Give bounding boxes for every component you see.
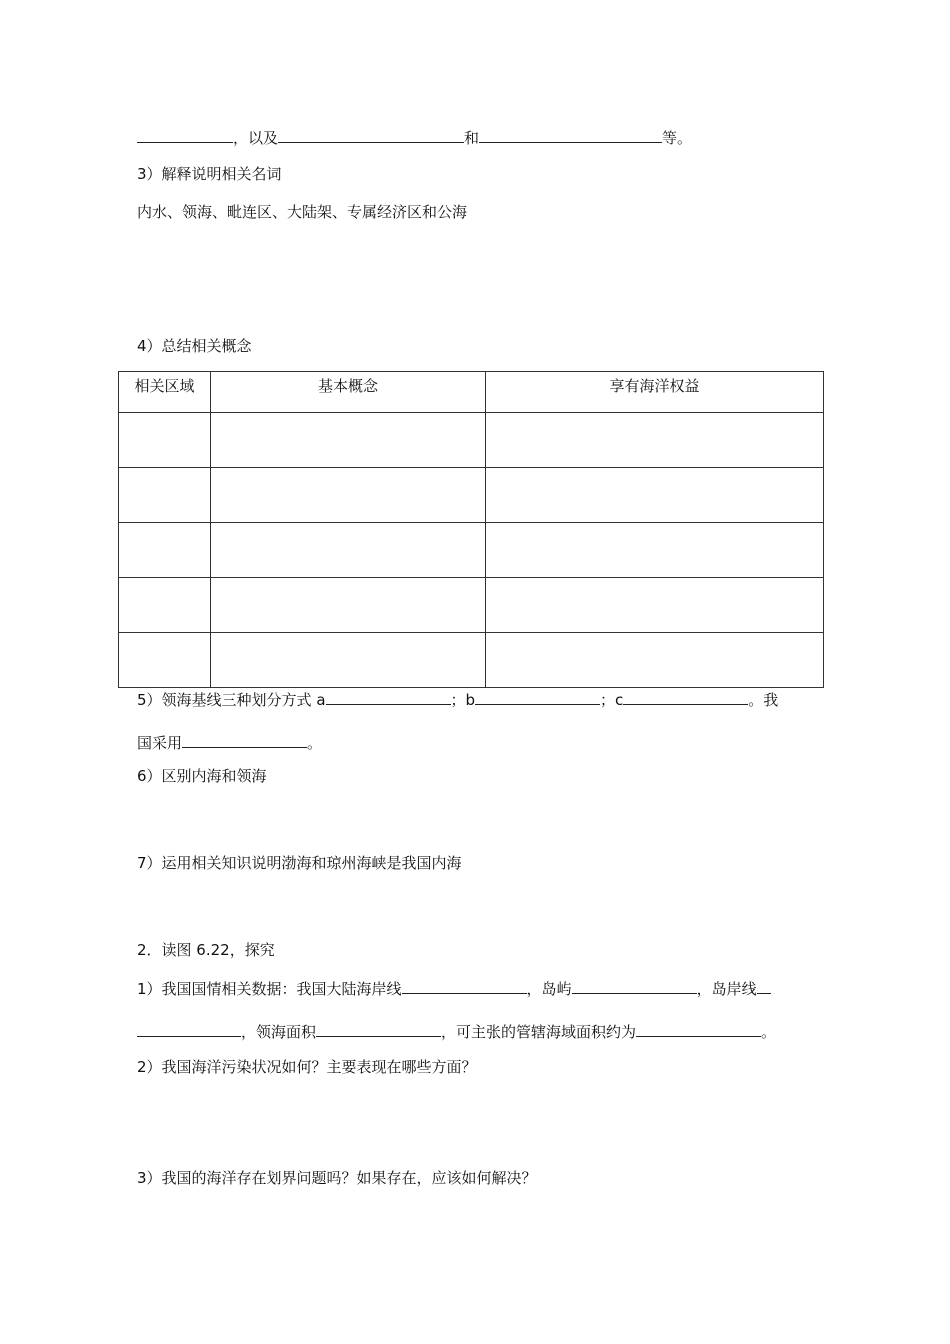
text-segment: 等。 (662, 129, 693, 147)
text-segment: 。我 (748, 691, 779, 709)
q1-tail-line (137, 127, 692, 148)
answer-blank[interactable] (278, 127, 464, 143)
table-cell[interactable] (119, 633, 211, 688)
header-concept: 基本概念 (211, 372, 486, 413)
answer-blank[interactable] (402, 978, 527, 994)
table-row (119, 523, 824, 578)
table-cell[interactable] (119, 413, 211, 468)
table-cell[interactable] (211, 468, 486, 523)
table-cell[interactable] (211, 578, 486, 633)
text-segment: ，可主张的管辖海域面积约为 (441, 1023, 637, 1041)
answer-blank[interactable] (326, 689, 451, 705)
concepts-table (118, 371, 824, 688)
text-segment: ；c (600, 691, 624, 709)
table-cell[interactable] (486, 523, 824, 578)
table-row (119, 633, 824, 688)
text-segment: 和 (464, 129, 480, 147)
answer-blank[interactable] (757, 978, 771, 994)
table-cell[interactable] (211, 523, 486, 578)
text-segment: 国采用 (137, 734, 183, 752)
header-region: 相关区域 (119, 372, 211, 413)
table-cell[interactable] (119, 523, 211, 578)
text-segment: ；b (450, 691, 476, 709)
table-cell[interactable] (119, 468, 211, 523)
answer-blank[interactable] (137, 127, 233, 143)
answer-blank[interactable] (316, 1021, 441, 1037)
answer-blank[interactable] (479, 127, 662, 143)
table-cell[interactable] (211, 633, 486, 688)
text-segment: 1）我国国情相关数据：我国大陆海岸线 (137, 980, 402, 998)
q5-line1 (137, 689, 778, 710)
text-segment: ，岛岸线 (696, 980, 757, 998)
table-cell[interactable] (486, 413, 824, 468)
text-segment: ，领海面积 (241, 1023, 317, 1041)
text-segment: 。 (307, 734, 323, 752)
header-rights: 享有海洋权益 (486, 372, 824, 413)
table-header-row (119, 372, 824, 413)
table-cell[interactable] (119, 578, 211, 633)
s2-q3-label: 3）我国的海洋存在划界问题吗？如果存在，应该如何解决？ (137, 1169, 537, 1187)
section2-heading: 2．读图 6.22，探究 (137, 941, 275, 959)
answer-blank[interactable] (623, 689, 748, 705)
q7-label: 7）运用相关知识说明渤海和琼州海峡是我国内海 (137, 854, 462, 872)
table-row (119, 468, 824, 523)
s2-q2-label: 2）我国海洋污染状况如何？主要表现在哪些方面？ (137, 1058, 477, 1076)
q5-line2 (137, 732, 322, 753)
answer-blank[interactable] (182, 732, 307, 748)
text-segment: 5）领海基线三种划分方式 a (137, 691, 326, 709)
answer-blank[interactable] (572, 978, 697, 994)
s2-q1-line2 (137, 1021, 776, 1042)
q4-label: 4）总结相关概念 (137, 337, 252, 355)
answer-blank[interactable] (137, 1021, 241, 1037)
text-segment: ，岛屿 (526, 980, 572, 998)
table-cell[interactable] (211, 413, 486, 468)
text-segment: ，以及 (233, 129, 279, 147)
q3-terms: 内水、领海、毗连区、大陆架、专属经济区和公海 (137, 203, 468, 221)
table-cell[interactable] (486, 578, 824, 633)
q3-label: 3）解释说明相关名词 (137, 165, 282, 183)
q6-label: 6）区别内海和领海 (137, 767, 267, 785)
answer-blank[interactable] (475, 689, 600, 705)
text-segment: 。 (761, 1023, 777, 1041)
table-cell[interactable] (486, 633, 824, 688)
table-row (119, 413, 824, 468)
table-row (119, 578, 824, 633)
s2-q1-line1 (137, 978, 771, 999)
table-cell[interactable] (486, 468, 824, 523)
answer-blank[interactable] (636, 1021, 761, 1037)
